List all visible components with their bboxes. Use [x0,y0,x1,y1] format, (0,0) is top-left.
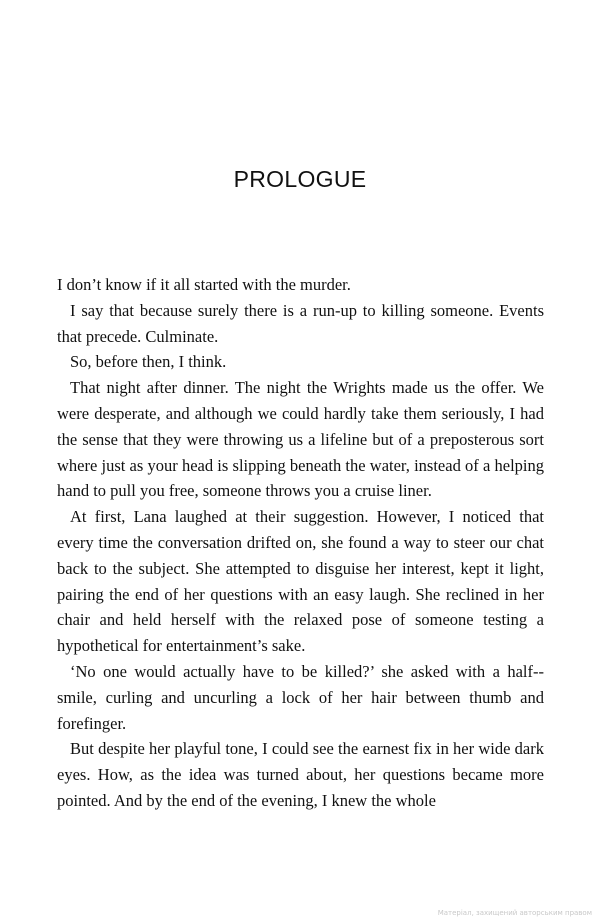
paragraph: I don’t know if it all started with the murder. [57,275,351,294]
paragraph: At first, Lana laughed at their suggestion. However, I noticed that every time the conversation drifted on, she found a way to steer our chat back to the subject. She attempted to disguise her interest, kept it light, pairing the end of her questions with an easy laugh. She reclined in her chair and held herself with the relaxed pose of someone testing a hypothetical for entertainment’s sake. [57,507,544,656]
copyright-watermark: Матеріал, захищений авторським правом [437,909,592,917]
chapter-title: PROLOGUE [233,166,367,192]
paragraph: But despite her playful tone, I could see the earnest fix in her wide dark eyes. How, as the idea was turned about, her questions became more pointed. And by the end of the evening, I knew the whole [57,739,544,810]
paragraph: ‘No one would actually have to be killed?’ she asked with a half-- smile, curling and uncurling a lock of her hair between thumb and forefinger. [57,661,544,733]
paragraph: So, before then, I think. [70,352,227,372]
body-text [57,272,544,814]
paragraph: I say that because surely there is a run-up to killing someone. Events that precede. Culminate. [57,300,544,346]
paragraph: That night after dinner. The night the Wrights made us the offer. We were desperate, and although we could hardly take them seriously, I had the sense that they were throwing us a lifeline but of a preposterous sort where just as your head is slipping beneath the water, instead of a helping hand to pull you free, someone throws you a cruise liner. [57,378,544,501]
